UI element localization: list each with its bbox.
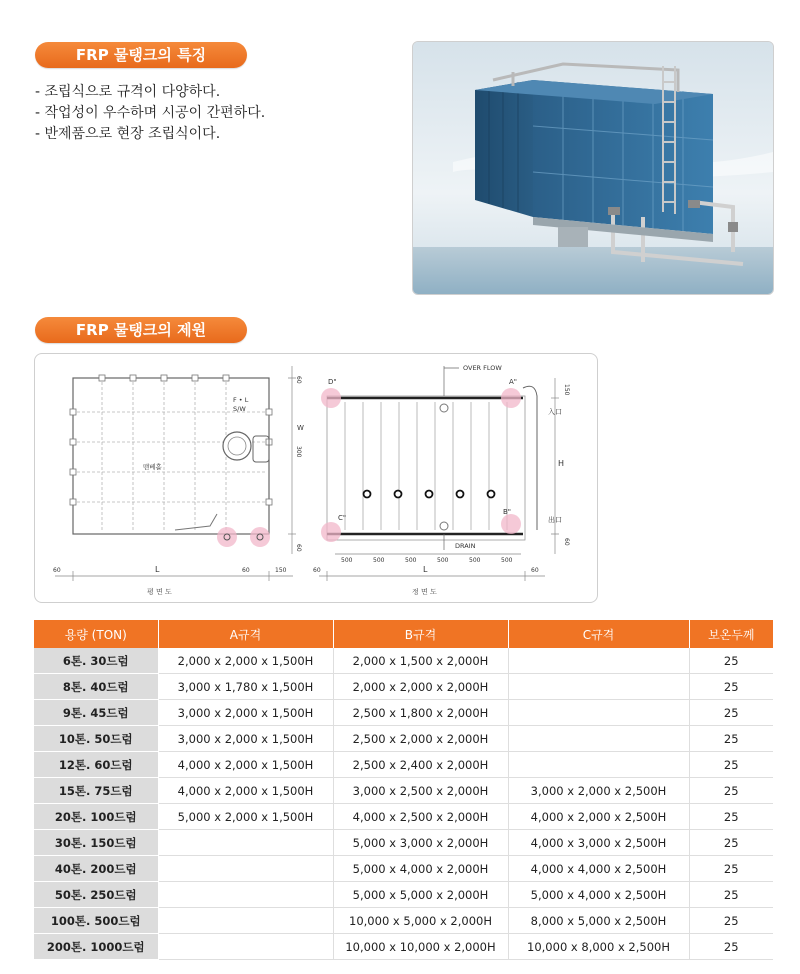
header-capacity: 용량 (TON) <box>34 620 158 648</box>
insulation-cell: 25 <box>689 674 773 700</box>
b-spec-cell: 4,000 x 2,500 x 2,000H <box>333 804 508 830</box>
b-spec-cell: 5,000 x 5,000 x 2,000H <box>333 882 508 908</box>
feature-item: - 반제품으로 현장 조립식이다. <box>35 126 221 142</box>
fl-label: F • L <box>233 396 249 404</box>
dim-label: 500 <box>437 557 449 564</box>
dim-label: 60 <box>242 567 250 574</box>
dim-label: 300 <box>295 446 302 458</box>
capacity-cell: 100톤. 500드럼 <box>34 908 158 934</box>
tank-photo <box>412 41 774 295</box>
section-title-features: FRP 물탱크의 특징 <box>35 42 247 68</box>
insulation-cell: 25 <box>689 830 773 856</box>
feature-list <box>35 82 265 145</box>
b-spec-cell: 3,000 x 2,500 x 2,000H <box>333 778 508 804</box>
table-row <box>34 726 773 752</box>
dim-label: 60 <box>531 567 539 574</box>
header-a-spec: A규격 <box>158 620 333 648</box>
c-spec-cell <box>508 648 689 674</box>
b-spec-cell: 10,000 x 10,000 x 2,000H <box>333 934 508 960</box>
capacity-cell: 15톤. 75드럼 <box>34 778 158 804</box>
dim-label: 150 <box>275 567 287 574</box>
corner-label: C" <box>338 514 347 522</box>
l-label: L <box>155 565 160 574</box>
table-row <box>34 778 773 804</box>
insulation-cell: 25 <box>689 778 773 804</box>
b-spec-cell: 5,000 x 3,000 x 2,000H <box>333 830 508 856</box>
l-label: L <box>423 565 428 574</box>
front-caption: 정 면 도 <box>412 588 437 596</box>
manhole-label: 맨베홀 <box>143 463 162 471</box>
insulation-cell: 25 <box>689 700 773 726</box>
front-view <box>313 364 570 596</box>
a-spec-cell: 3,000 x 2,000 x 1,500H <box>158 700 333 726</box>
table-row <box>34 700 773 726</box>
dim-label: 500 <box>341 557 353 564</box>
b-spec-cell: 2,500 x 1,800 x 2,000H <box>333 700 508 726</box>
c-spec-cell <box>508 752 689 778</box>
capacity-cell: 12톤. 60드럼 <box>34 752 158 778</box>
outlet-label: 出口 <box>548 516 562 524</box>
section-title-specs: FRP 물탱크의 제원 <box>35 317 247 343</box>
table-row <box>34 882 773 908</box>
a-spec-cell <box>158 882 333 908</box>
header-insulation: 보온두께 <box>689 620 773 648</box>
a-spec-cell <box>158 934 333 960</box>
c-spec-cell <box>508 674 689 700</box>
sw-label: S/W <box>233 405 246 413</box>
dim-label: 60 <box>295 376 302 384</box>
capacity-cell: 20톤. 100드럼 <box>34 804 158 830</box>
a-spec-cell: 3,000 x 2,000 x 1,500H <box>158 726 333 752</box>
dim-label: 60 <box>295 544 302 552</box>
dim-label: 60 <box>313 567 321 574</box>
drawing-svg <box>35 354 597 602</box>
corner-label: B" <box>503 508 512 516</box>
b-spec-cell: 2,500 x 2,400 x 2,000H <box>333 752 508 778</box>
a-spec-cell: 3,000 x 1,780 x 1,500H <box>158 674 333 700</box>
inlet-label: 入口 <box>548 408 562 416</box>
capacity-cell: 40톤. 200드럼 <box>34 856 158 882</box>
c-spec-cell: 4,000 x 2,000 x 2,500H <box>508 804 689 830</box>
insulation-cell: 25 <box>689 908 773 934</box>
a-spec-cell <box>158 908 333 934</box>
b-spec-cell: 2,500 x 2,000 x 2,000H <box>333 726 508 752</box>
insulation-cell: 25 <box>689 752 773 778</box>
table-row <box>34 752 773 778</box>
b-spec-cell: 2,000 x 2,000 x 2,000H <box>333 674 508 700</box>
table-row <box>34 830 773 856</box>
dim-label: 500 <box>501 557 513 564</box>
dim-label: 60 <box>563 538 570 546</box>
overflow-label: OVER FLOW <box>463 364 502 372</box>
capacity-cell: 10톤. 50드럼 <box>34 726 158 752</box>
c-spec-cell: 5,000 x 4,000 x 2,500H <box>508 882 689 908</box>
c-spec-cell: 10,000 x 8,000 x 2,500H <box>508 934 689 960</box>
capacity-cell: 30톤. 150드럼 <box>34 830 158 856</box>
a-spec-cell: 4,000 x 2,000 x 1,500H <box>158 778 333 804</box>
b-spec-cell: 5,000 x 4,000 x 2,000H <box>333 856 508 882</box>
insulation-cell: 25 <box>689 934 773 960</box>
insulation-cell: 25 <box>689 856 773 882</box>
spec-table <box>34 620 773 960</box>
table-header-row <box>34 620 773 648</box>
header-c-spec: C규격 <box>508 620 689 648</box>
c-spec-cell: 4,000 x 3,000 x 2,500H <box>508 830 689 856</box>
dim-label: 500 <box>469 557 481 564</box>
insulation-cell: 25 <box>689 882 773 908</box>
capacity-cell: 200톤. 1000드럼 <box>34 934 158 960</box>
dim-label: 60 <box>53 567 61 574</box>
insulation-cell: 25 <box>689 804 773 830</box>
corner-label: D" <box>328 378 337 386</box>
c-spec-cell <box>508 700 689 726</box>
c-spec-cell <box>508 726 689 752</box>
h-label: H <box>558 459 565 468</box>
b-spec-cell: 10,000 x 5,000 x 2,000H <box>333 908 508 934</box>
a-spec-cell: 4,000 x 2,000 x 1,500H <box>158 752 333 778</box>
table-row <box>34 856 773 882</box>
a-spec-cell <box>158 856 333 882</box>
a-spec-cell: 2,000 x 2,000 x 1,500H <box>158 648 333 674</box>
header-b-spec: B규격 <box>333 620 508 648</box>
b-spec-cell: 2,000 x 1,500 x 2,000H <box>333 648 508 674</box>
tank-illustration <box>413 42 773 294</box>
capacity-cell: 50톤. 250드럼 <box>34 882 158 908</box>
table-row <box>34 934 773 960</box>
dim-label: 500 <box>405 557 417 564</box>
c-spec-cell: 3,000 x 2,000 x 2,500H <box>508 778 689 804</box>
corner-label: A" <box>509 378 518 386</box>
feature-item: - 조립식으로 규격이 다양하다. <box>35 84 221 100</box>
w-label: W <box>297 424 304 432</box>
dim-label: 150 <box>563 384 570 396</box>
plan-caption: 평 면 도 <box>147 588 172 596</box>
table-row <box>34 908 773 934</box>
table-row <box>34 674 773 700</box>
a-spec-cell: 5,000 x 2,000 x 1,500H <box>158 804 333 830</box>
table-row <box>34 804 773 830</box>
capacity-cell: 9톤. 45드럼 <box>34 700 158 726</box>
plan-view <box>53 366 304 596</box>
table-row <box>34 648 773 674</box>
capacity-cell: 8톤. 40드럼 <box>34 674 158 700</box>
c-spec-cell: 4,000 x 4,000 x 2,500H <box>508 856 689 882</box>
insulation-cell: 25 <box>689 648 773 674</box>
feature-item: - 작업성이 우수하며 시공이 간편하다. <box>35 105 266 121</box>
a-spec-cell <box>158 830 333 856</box>
technical-drawing <box>34 353 598 603</box>
capacity-cell: 6톤. 30드럼 <box>34 648 158 674</box>
c-spec-cell: 8,000 x 5,000 x 2,500H <box>508 908 689 934</box>
insulation-cell: 25 <box>689 726 773 752</box>
drain-label: DRAIN <box>455 542 476 550</box>
dim-label: 500 <box>373 557 385 564</box>
